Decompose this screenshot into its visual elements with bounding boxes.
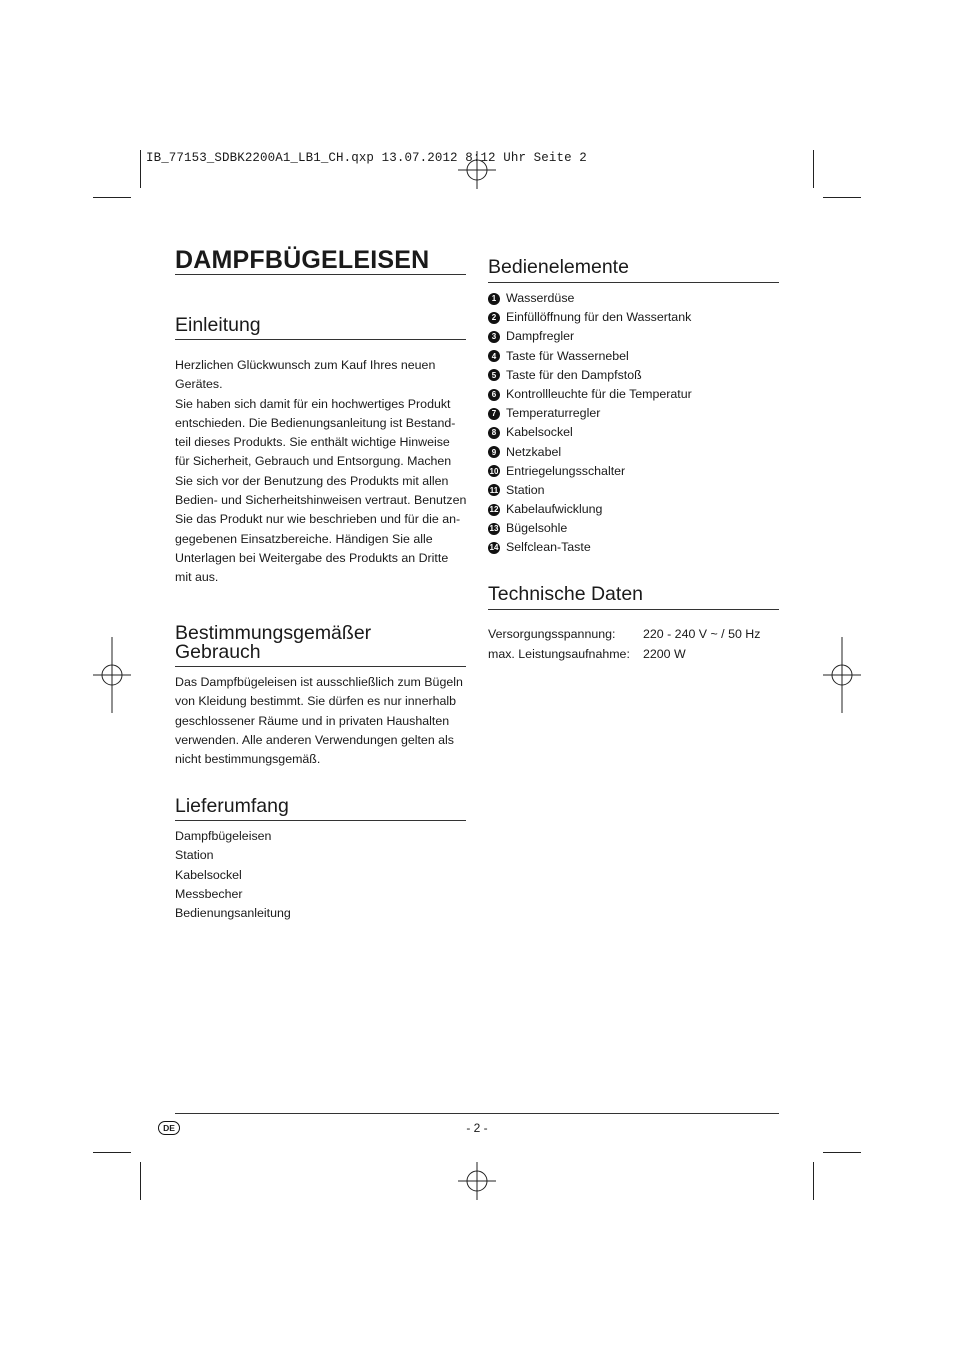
number-badge: 10: [489, 466, 499, 476]
number-badge: 14: [489, 543, 499, 553]
spec-value: 220 - 240 V ~ / 50 Hz: [643, 627, 761, 641]
item-label: Kabelsockel: [506, 425, 573, 440]
item-label: Station: [506, 482, 545, 497]
table-row: [488, 625, 760, 645]
bestimmung-text: [175, 673, 463, 769]
text-line: Unterlagen bei Weitergabe des Produkts an Dritte: [175, 550, 449, 565]
list-item: Bedienungsanleitung: [175, 906, 291, 921]
crop-mark: [93, 197, 131, 198]
crop-mark: [813, 150, 814, 188]
registration-mark-icon: [93, 637, 131, 713]
number-badge: 2: [488, 312, 500, 324]
list-item: Kabelsockel: [175, 867, 242, 882]
technische-daten-table: [488, 625, 760, 664]
item-label: Taste für den Dampfstoß: [506, 367, 642, 382]
section-heading-lieferumfang: Lieferumfang: [175, 795, 289, 817]
section-heading-bedienelemente: Bedienelemente: [488, 256, 629, 278]
page-number: - 2 -: [466, 1121, 488, 1135]
registration-mark-icon: [823, 637, 861, 713]
einleitung-text: [175, 356, 466, 588]
footer-rule: [175, 1113, 779, 1114]
number-badge: 1: [488, 293, 500, 305]
item-label: Taste für Wassernebel: [506, 348, 629, 363]
list-item: [488, 538, 692, 557]
list-item: [488, 327, 692, 346]
list-item: [488, 443, 692, 462]
item-label: Entriegelungsschalter: [506, 463, 626, 478]
number-badge: 8: [488, 427, 500, 439]
list-item: [488, 404, 692, 423]
spec-label: max. Leistungsaufnahme:: [488, 646, 630, 661]
text-line: teil dieses Produkts. Sie enthält wichtige Hinweise: [175, 435, 450, 450]
heading-rule: [488, 609, 779, 610]
heading-line: Gebrauch: [175, 641, 261, 663]
item-label: Einfüllöffnung für den Wassertank: [506, 310, 692, 325]
bedienelemente-list: [488, 289, 692, 558]
list-item: [488, 366, 692, 385]
spec-label: Versorgungsspannung:: [488, 627, 616, 641]
list-item: [488, 423, 692, 442]
heading-rule: [175, 339, 466, 340]
number-badge: 4: [488, 350, 500, 362]
text-line: Das Dampfbügeleisen ist ausschließlich zum Bügeln: [175, 675, 463, 689]
number-badge: 7: [488, 408, 500, 420]
list-item: [488, 462, 692, 481]
lieferumfang-list: [175, 827, 291, 923]
item-label: Wasserdüse: [506, 291, 575, 305]
list-item: [488, 519, 692, 538]
list-item: [488, 347, 692, 366]
crop-mark: [823, 1152, 861, 1153]
heading-rule: [488, 282, 779, 283]
registration-mark-icon: [458, 1162, 496, 1200]
text-line: verwenden. Alle anderen Verwendungen gelten als: [175, 732, 454, 747]
text-line: Bedien- und Sicherheitshinweisen vertraut. Benutzen: [175, 493, 467, 508]
registration-mark-icon: [458, 151, 496, 189]
text-line: nicht bestimmungsgemäß.: [175, 752, 321, 767]
list-item: Messbecher: [175, 886, 243, 901]
section-heading-technische-daten: Technische Daten: [488, 583, 644, 605]
heading-rule: [175, 820, 466, 821]
number-badge: 12: [489, 505, 499, 515]
text-line: Sie das Produkt nur wie beschrieben und für die an-: [175, 512, 461, 527]
text-line: Herzlichen Glückwunsch zum Kauf Ihres neuen: [175, 358, 436, 372]
text-line: geschlossener Räume und in privaten Haushalten: [175, 713, 450, 728]
language-badge: DE: [158, 1121, 180, 1135]
title-rule: [175, 274, 466, 275]
item-label: Temperaturregler: [506, 406, 601, 421]
page-title: DAMPFBÜGELEISEN: [175, 246, 430, 274]
number-badge: 3: [488, 331, 500, 343]
text-line: von Kleidung bestimmt. Sie dürfen es nur innerhalb: [175, 694, 457, 709]
crop-mark: [93, 1152, 131, 1153]
number-badge: 5: [488, 369, 500, 381]
number-badge: 13: [489, 524, 499, 534]
heading-line: Bestimmungsgemäßer: [175, 622, 372, 644]
table-row: [488, 645, 760, 665]
list-item: Station: [175, 848, 214, 863]
section-heading-einleitung: Einleitung: [175, 314, 261, 336]
list-item: [488, 385, 692, 404]
item-label: Bügelsohle: [506, 521, 568, 536]
text-line: entschieden. Die Bedienungsanleitung ist Bestand-: [175, 415, 456, 430]
spec-value: 2200 W: [643, 646, 686, 661]
text-line: Gerätes.: [175, 377, 223, 392]
list-item: [488, 481, 692, 500]
text-line: gegebenen Einsatzbereiche. Händigen Sie alle: [175, 531, 433, 546]
item-label: Kontrollleuchte für die Temperatur: [506, 386, 692, 401]
item-label: Netzkabel: [506, 444, 562, 459]
list-item: Dampfbügeleisen: [175, 829, 272, 843]
text-line: Sie sich vor der Benutzung des Produkts mit allen: [175, 473, 449, 488]
item-label: Kabelaufwicklung: [506, 502, 603, 517]
crop-mark: [823, 197, 861, 198]
item-label: Dampfregler: [506, 329, 575, 344]
text-line: mit aus.: [175, 570, 219, 585]
list-item: [488, 289, 692, 308]
number-badge: 6: [488, 389, 500, 401]
list-item: [488, 308, 692, 327]
heading-rule: [175, 666, 466, 667]
crop-mark: [140, 1162, 141, 1200]
item-label: Selfclean-Taste: [506, 540, 591, 555]
section-heading-bestimmung: [175, 624, 371, 662]
number-badge: 11: [489, 485, 499, 495]
number-badge: 9: [488, 446, 500, 458]
crop-mark: [813, 1162, 814, 1200]
print-slug: IB_77153_SDBK2200A1_LB1_CH.qxp 13.07.2012 8:12 Uhr Seite 2: [146, 151, 587, 165]
text-line: für Sicherheit, Gebrauch und Entsorgung. Machen: [175, 454, 452, 469]
crop-mark: [140, 150, 141, 188]
text-line: Sie haben sich damit für ein hochwertiges Produkt: [175, 396, 451, 411]
list-item: [488, 500, 692, 519]
